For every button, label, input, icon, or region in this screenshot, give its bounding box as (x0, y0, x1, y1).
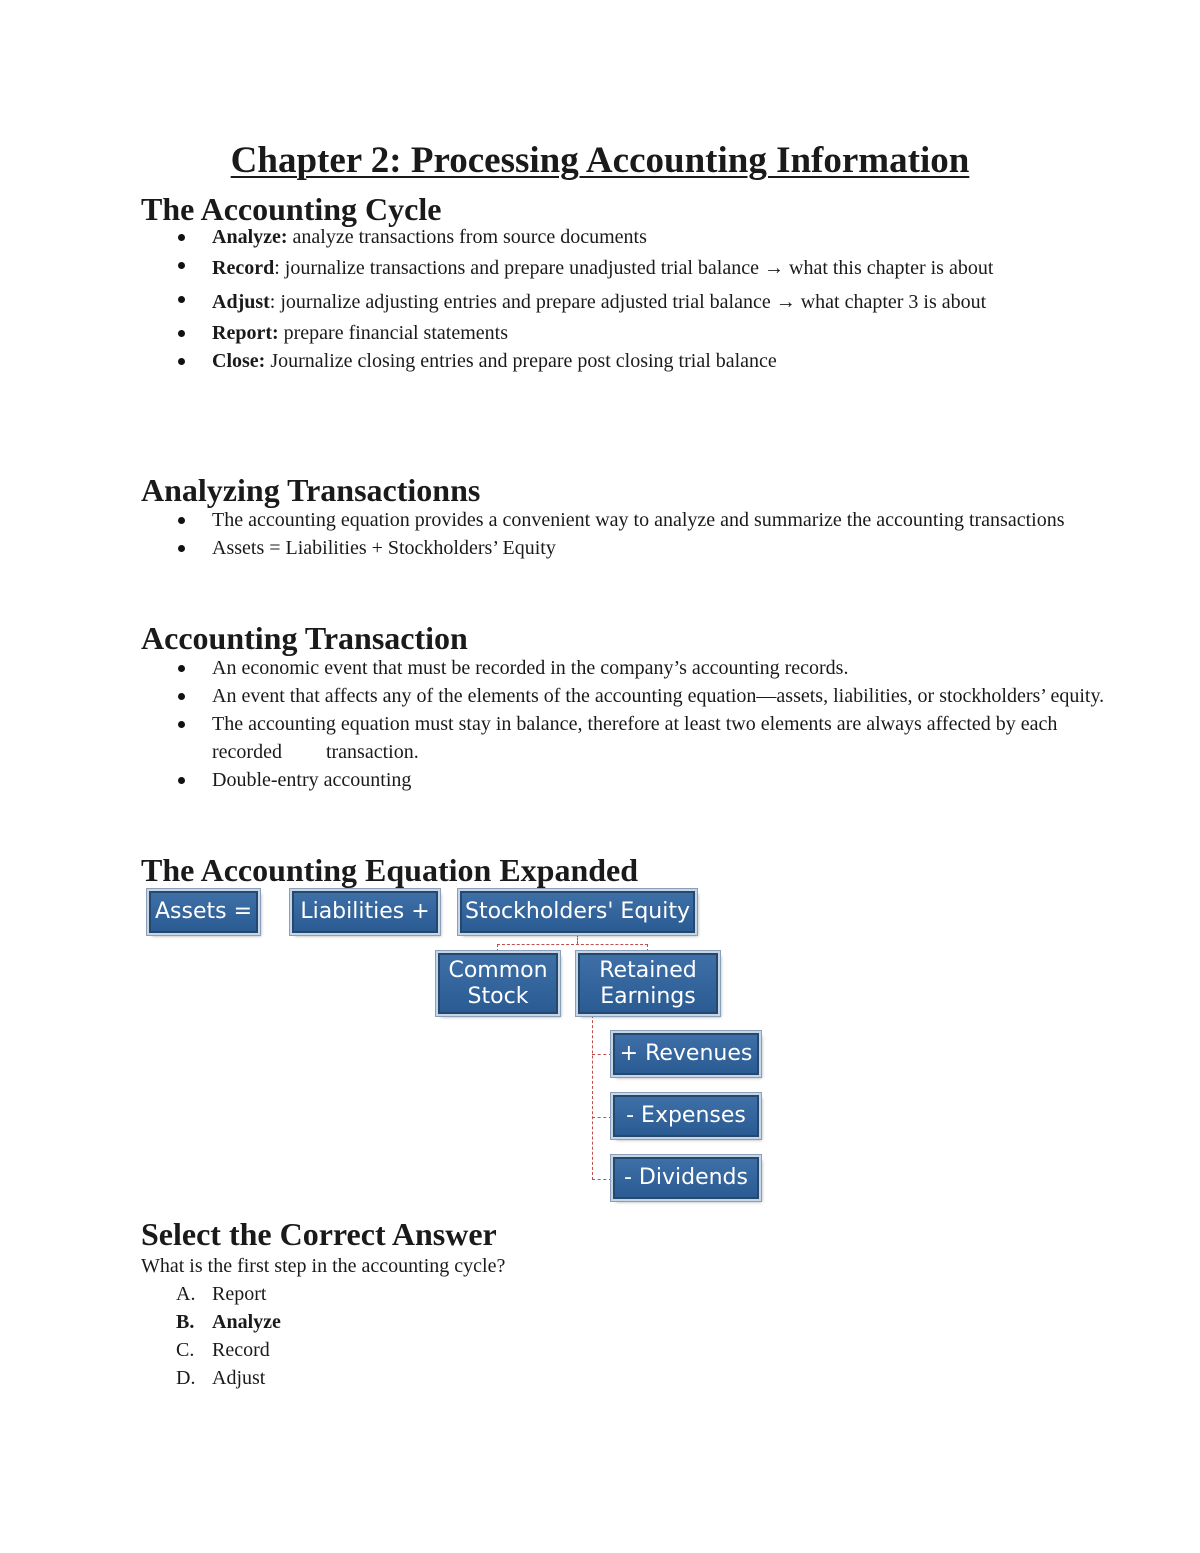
list-item: Close: Journalize closing entries and prepare post closing trial balance (141, 347, 1112, 375)
retained-earnings-box: Retained Earnings (578, 953, 718, 1014)
section-heading-equation-expanded: The Accounting Equation Expanded (141, 852, 639, 888)
answer-options (141, 1280, 281, 1392)
list-item: Report: prepare financial statements (141, 319, 1112, 347)
stockholders-equity-box: Stockholders' Equity (460, 891, 695, 933)
answer-option-c[interactable]: C. Record (176, 1339, 270, 1361)
common-stock-box: Common Stock (438, 953, 558, 1014)
assets-box: Assets = (149, 891, 258, 933)
answer-option-d[interactable]: D. Adjust (176, 1367, 266, 1389)
liabilities-box: Liabilities + (292, 891, 438, 933)
section-heading-accounting-cycle: The Accounting Cycle (141, 191, 442, 227)
quiz-question: What is the first step in the accounting cycle? (141, 1255, 506, 1277)
section-heading-select-answer: Select the Correct Answer (141, 1216, 497, 1252)
revenues-box: + Revenues (613, 1033, 759, 1075)
list-item: An event that affects any of the elements of the accounting equation—assets, liabilities, or stockholders’ equity. (141, 682, 1112, 710)
list-item: Assets = Liabilities + Stockholders’ Equity (141, 534, 1112, 562)
connector-line (592, 1117, 612, 1118)
section-heading-analyzing-transactions: Analyzing Transactionns (141, 472, 481, 508)
page-title: Chapter 2: Processing Accounting Information (230, 140, 970, 181)
analyzing-list (141, 506, 1112, 562)
accounting-cycle-list (141, 223, 1112, 375)
connector-line (592, 1054, 612, 1055)
connector-line (497, 944, 498, 952)
list-item: The accounting equation provides a convenient way to analyze and summarize the accounting transactions (141, 506, 1112, 534)
connector-line (497, 944, 648, 945)
answer-option-a[interactable]: A. Report (176, 1283, 267, 1305)
list-item: Record: journalize transactions and prepare unadjusted trial balance → what this chapter is about (141, 251, 1112, 285)
list-item: Adjust: journalize adjusting entries and prepare adjusted trial balance → what chapter 3 is about (141, 285, 1112, 319)
dividends-box: - Dividends (613, 1157, 759, 1199)
transaction-list (141, 654, 1112, 794)
answer-option-b[interactable]: B. Analyze (176, 1311, 281, 1333)
connector-line (577, 934, 578, 944)
connector-line (647, 944, 648, 952)
list-item: Double-entry accounting (141, 766, 1112, 794)
expenses-box: - Expenses (613, 1095, 759, 1137)
list-item: The accounting equation must stay in balance, therefore at least two elements are always affected by each recorded transaction. (141, 710, 1112, 766)
list-item: Analyze: analyze transactions from source documents (141, 223, 1112, 251)
list-item: An economic event that must be recorded in the company’s accounting records. (141, 654, 1112, 682)
connector-line (592, 1179, 612, 1180)
section-heading-accounting-transaction: Accounting Transaction (141, 620, 468, 656)
connector-line (592, 1015, 593, 1180)
